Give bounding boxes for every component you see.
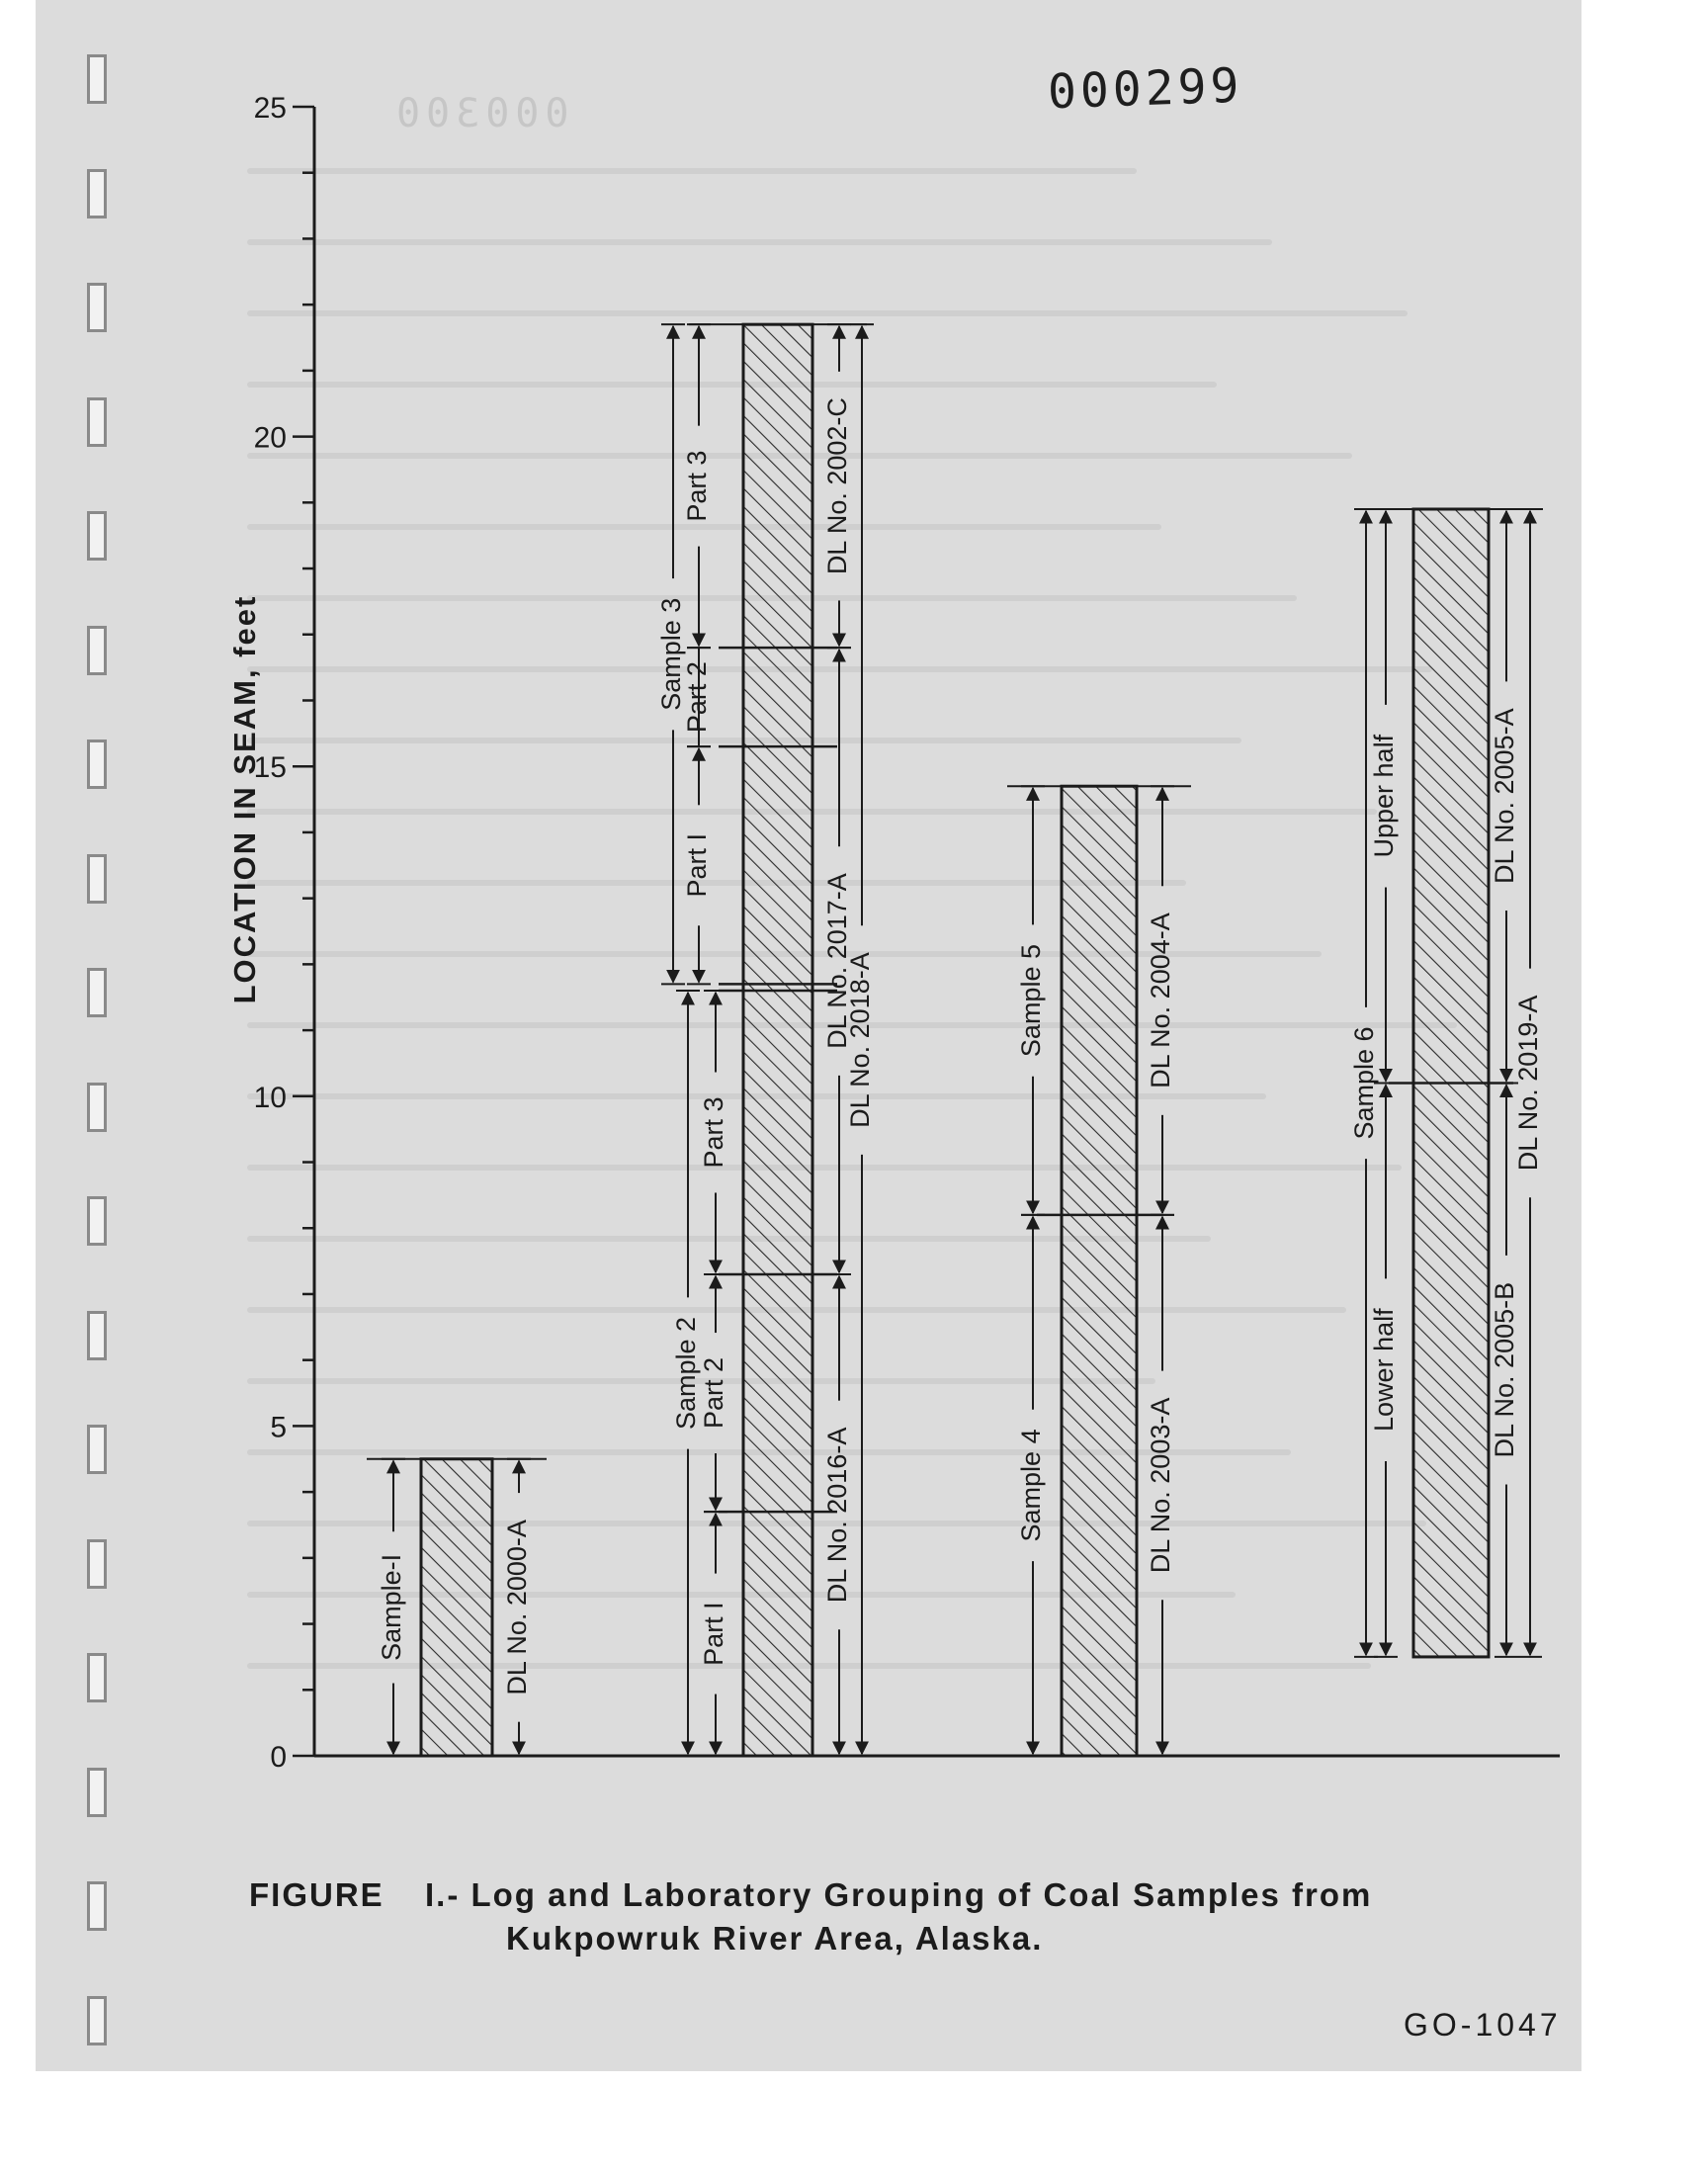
document-number-stamp: 000299 xyxy=(1047,57,1244,121)
figure-label: FIGURE xyxy=(249,1876,384,1913)
figure-code: GO-1047 xyxy=(1404,2007,1562,2043)
seam-bar-col2 xyxy=(743,324,812,1756)
right-bracket xyxy=(1513,509,1543,1657)
bracket-label: Sample 4 xyxy=(1016,1429,1047,1542)
bracket-label: Lower half xyxy=(1369,1308,1400,1432)
bracket-label: DL No. 2005-A xyxy=(1490,708,1520,885)
bracket-label: Part 2 xyxy=(699,1357,729,1430)
bracket-label: DL No. 2005-B xyxy=(1490,1281,1520,1458)
left-bracket xyxy=(682,648,712,746)
left-bracket xyxy=(682,746,712,984)
caption-line-2: Kukpowruk River Area, Alaska. xyxy=(506,1920,1044,1957)
bracket-label: Sample 5 xyxy=(1016,944,1047,1058)
bracket-label: DL No. 2018-A xyxy=(845,952,876,1128)
bleed-through-number: 000300 xyxy=(390,91,569,136)
left-bracket xyxy=(377,1459,406,1756)
y-axis-label: LOCATION IN SEAM, feet xyxy=(227,594,262,1004)
bracket-label: Part I xyxy=(699,1602,729,1666)
bracket-label: Part I xyxy=(682,833,713,898)
y-tick-label: 20 xyxy=(253,421,287,455)
right-bracket xyxy=(822,324,852,648)
bracket-label: DL No. 2019-A xyxy=(1513,995,1544,1172)
bracket-label: DL No. 2016-A xyxy=(822,1427,853,1604)
left-bracket xyxy=(699,991,728,1274)
bracket-label: DL No. 2002-C xyxy=(822,397,853,575)
brackets xyxy=(377,324,1543,1756)
left-bracket xyxy=(1016,1215,1046,1756)
left-bracket xyxy=(699,1274,728,1512)
bracket-label: Upper half xyxy=(1369,734,1400,858)
bracket-label: DL No. 2017-A xyxy=(822,873,853,1049)
bracket-label: Sample 6 xyxy=(1349,1026,1380,1140)
bracket-label: Part 3 xyxy=(682,450,713,522)
y-tick-label: 5 xyxy=(270,1411,287,1444)
left-bracket xyxy=(1369,1083,1399,1656)
caption-line-1: I.- Log and Laboratory Grouping of Coal Samples from xyxy=(425,1876,1373,1913)
right-bracket xyxy=(822,1274,852,1756)
left-bracket xyxy=(682,324,712,648)
bracket-label: Sample 3 xyxy=(656,597,687,711)
left-bracket xyxy=(699,1512,728,1756)
right-bracket xyxy=(822,648,852,1274)
bracket-label: Part 3 xyxy=(699,1096,729,1169)
y-tick-label: 0 xyxy=(270,1741,287,1774)
seam-bar-col1 xyxy=(421,1459,492,1756)
bracket-label: Part 2 xyxy=(682,661,713,734)
right-bracket xyxy=(1146,786,1175,1215)
bracket-label: DL No. 2003-A xyxy=(1146,1397,1176,1574)
left-bracket xyxy=(1016,786,1046,1215)
bracket-label: DL No. 2000-A xyxy=(502,1520,533,1696)
right-bracket xyxy=(502,1459,532,1756)
bracket-label: Sample-I xyxy=(377,1553,407,1661)
bracket-label: DL No. 2004-A xyxy=(1146,913,1176,1088)
right-bracket xyxy=(1146,1215,1175,1756)
figure-caption xyxy=(249,1876,1564,1958)
seam-bar-col3 xyxy=(1062,786,1137,1756)
y-tick-label: 10 xyxy=(253,1081,287,1114)
left-bracket xyxy=(1369,509,1399,1083)
bracket-label: Sample 2 xyxy=(671,1316,702,1431)
y-tick-label: 15 xyxy=(253,751,287,785)
left-bracket xyxy=(671,991,701,1756)
y-tick-label: 25 xyxy=(253,92,287,125)
